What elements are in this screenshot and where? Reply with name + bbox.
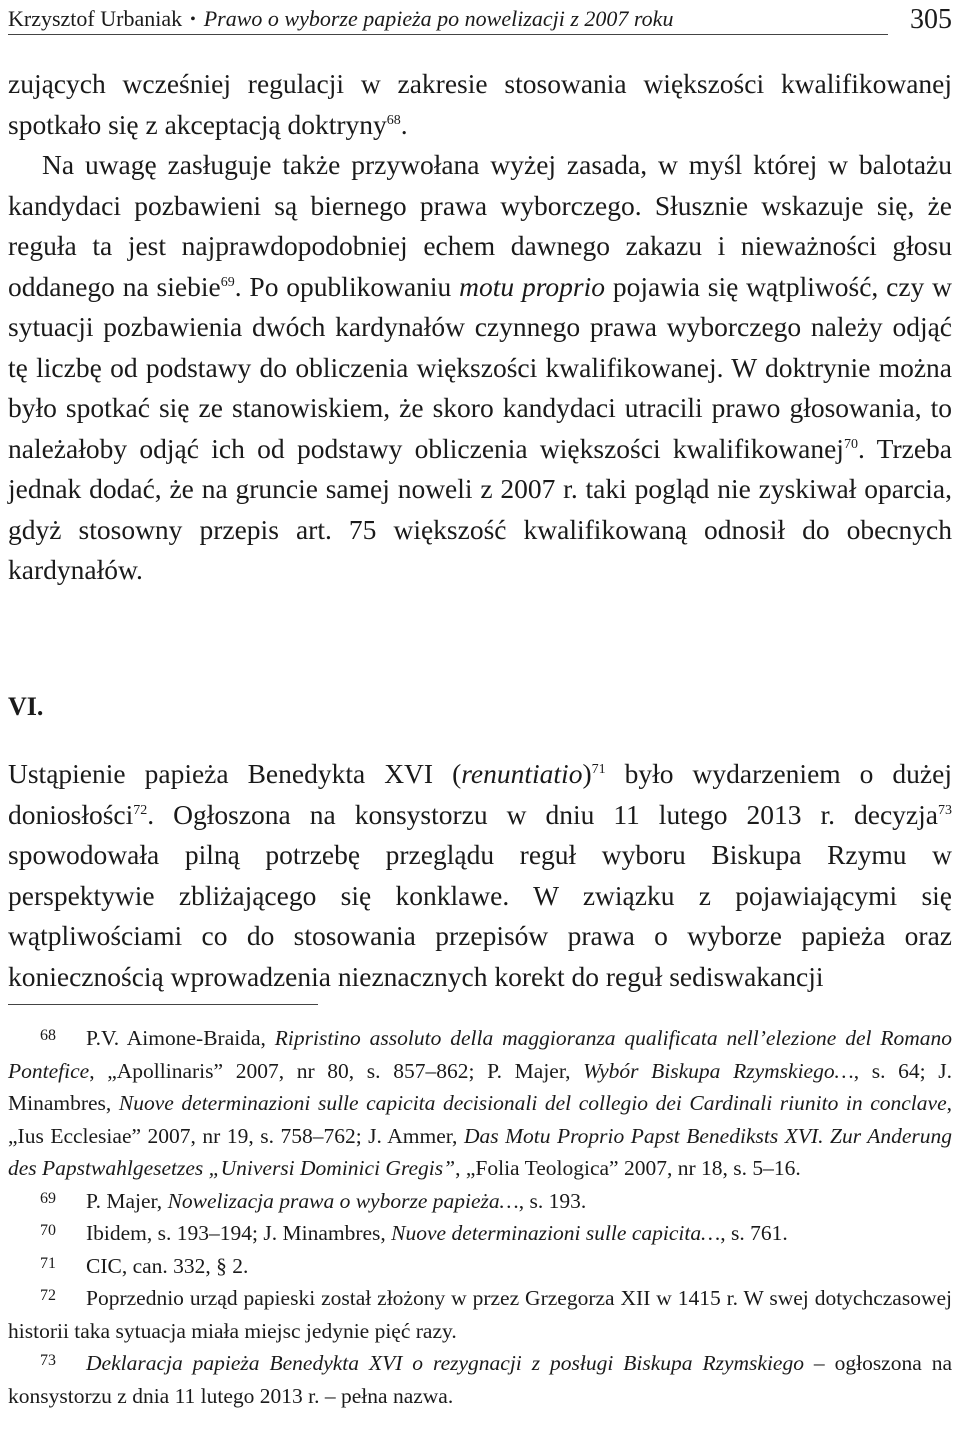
text-run: Na uwagę zasługuje także przywołana wyżej zasada, w myśl której w balotażu kandydaci pozbawieni są biernego prawa wyborczego. Słusznie wskazuje się, że reguła ta jest najprawdopodobniej echem dawnego zakazu i nieważności głosu oddanego na siebie	[8, 149, 952, 302]
paragraph-section-vi	[8, 754, 952, 997]
text-run: , „Apollinaris” 2007, nr 80, s. 857–862; P. Majer,	[89, 1058, 584, 1083]
italic-term: motu proprio	[459, 270, 606, 302]
text-run: , s. 64; J. Minambres,	[8, 1058, 952, 1115]
paragraph-continued	[8, 64, 952, 591]
text-run: P.V. Aimone-Braida,	[86, 1026, 275, 1050]
footnote-71	[8, 1250, 952, 1283]
text-run: było wydarzeniem o dużej doniosłości	[8, 758, 952, 830]
section-heading: VI.	[8, 692, 44, 721]
footnote-69	[8, 1185, 952, 1218]
italic-title: Ripristino assoluto della maggioranza qualificata nell’elezione del Romano Pontefice	[8, 1026, 952, 1083]
footnote-70	[8, 1217, 952, 1250]
footnote-number: 72	[40, 1287, 56, 1304]
text-run: pojawia się wątpliwość, czy w sytuacji pozbawienia dwóch kardynałów czynnego prawa wyborczego należy odjąć tę liczbę od podstawy do obliczenia większości kwalifikowanej. W doktrynie można było spotkać się ze stanowiskiem, że skoro kandydaci utracili prawo głosowania, to należałoby odjąć ich od podstawy obliczenia większości kwalifikowanej	[8, 270, 952, 464]
text-run: , s. 761.	[720, 1221, 788, 1245]
text-run: , „Ius Ecclesiae” 2007, nr 19, s. 758–762; J. Ammer,	[8, 1091, 952, 1148]
text-run: . Ogłoszona na konsystorzu w dniu 11 lutego 2013 r. decyzja	[147, 798, 938, 830]
footnote-72	[8, 1282, 952, 1347]
text-run: zujących wcześniej regulacji w zakresie stosowania większości kwalifikowanej spotkało się z akceptacją doktryny	[8, 68, 952, 140]
italic-title: Nuove determinazioni sulle capicita decisionali del collegio dei Cardinali riunito in conclave	[118, 1091, 947, 1115]
running-head-left	[8, 6, 673, 32]
footnote-number: 70	[40, 1222, 56, 1239]
text-run: spowodowała pilną potrzebę przeglądu reguł wyboru Biskupa Rzymu w perspektywie zbliżającego się konklawe. W związku z pojawiającymi się wątpliwościami co do stosowania przepisów prawa o wyborze papieża oraz koniecznością wprowadzenia nieznacznych korekt do reguł sediswakancji	[8, 839, 952, 992]
text-run: , „Folia Teologica” 2007, nr 18, s. 5–16.	[455, 1156, 801, 1180]
italic-title: Deklaracja papieża Benedykta XVI o rezygnacji z posługi Biskupa Rzymskiego	[86, 1351, 804, 1375]
running-head	[8, 0, 952, 36]
text-run: – ogłoszona na konsystorzu z dnia 11 lutego 2013 r. – pełna nazwa.	[8, 1351, 953, 1408]
footnote-ref-69[interactable]: 69	[220, 274, 235, 290]
page-number: 305	[910, 4, 952, 35]
italic-term: renuntiatio	[461, 758, 583, 789]
bullet-separator: •	[190, 11, 196, 28]
text-run: Ibidem, s. 193–194; J. Minambres,	[86, 1221, 392, 1245]
footnote-number: 73	[40, 1352, 56, 1369]
text-run: Ustąpienie papieża Benedykta XVI (	[8, 758, 462, 789]
footnote-number: 69	[40, 1189, 56, 1207]
footnote-ref-73[interactable]: 73	[938, 802, 952, 818]
text-run: . Trzeba jednak dodać, że na gruncie samej noweli z 2007 r. taki pogląd nie zyskiwał oparcia, gdyż stosowny przepis art. 75 większość kwalifikowaną odnosił do obecnych kardynałów.	[8, 432, 952, 585]
italic-title: Nuove determinazioni sulle capicita…	[391, 1221, 721, 1245]
footnote-ref-68[interactable]: 68	[386, 112, 401, 128]
text-run: . Po opublikowaniu	[234, 270, 460, 302]
footnote-ref-72[interactable]: 72	[133, 802, 148, 818]
footnote-68	[8, 1022, 952, 1185]
footnote-rule	[8, 1004, 318, 1005]
running-head-title: Prawo o wyborze papieża po nowelizacji z 2007 roku	[203, 6, 674, 31]
header-rule	[8, 34, 888, 35]
text-run: CIC, can. 332, § 2.	[86, 1253, 249, 1278]
text-run: P. Majer,	[86, 1188, 168, 1213]
footnote-ref-71[interactable]: 71	[591, 761, 606, 777]
italic-title: Nowelizacja prawa o wyborze papieża…	[167, 1188, 519, 1213]
text-run: Poprzednio urząd papieski został złożony w przez Grzegorza XII w 1415 r. W swej dotychczasowej historii taka sytuacja miała miejsc jedynie pięć razy.	[8, 1286, 952, 1343]
running-head-author: Krzysztof Urbaniak	[8, 6, 183, 31]
text-run: .	[400, 108, 408, 140]
italic-title: Das Motu Proprio Papst Benediksts XVI. Zur Anderung des Papstwahlgesetzes „Universi Dominici Gregis”	[8, 1123, 952, 1180]
text-run: , s. 193.	[518, 1188, 587, 1213]
italic-title: Wybór Biskupa Rzymskiego…	[583, 1058, 854, 1083]
footnote-ref-70[interactable]: 70	[843, 436, 858, 452]
text-run: )	[582, 758, 592, 789]
footnotes	[8, 1022, 952, 1412]
footnote-number: 68	[40, 1027, 56, 1044]
footnote-number: 71	[40, 1254, 56, 1272]
footnote-73	[8, 1347, 952, 1412]
